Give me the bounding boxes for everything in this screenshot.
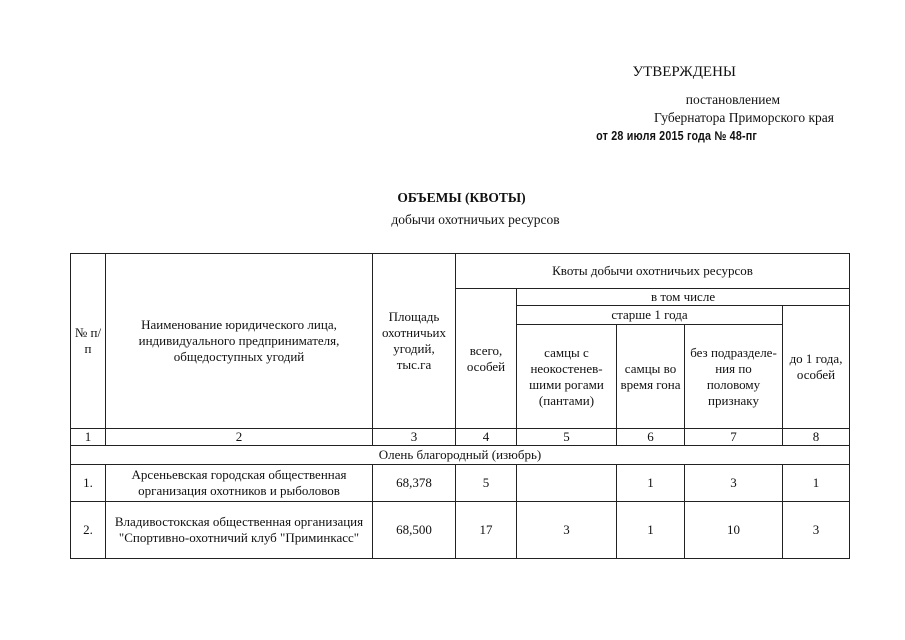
row-name: Владивостокская общественная организация "Спортивно-охотничий клуб "Приминкасс" xyxy=(106,502,373,559)
column-number: 8 xyxy=(783,429,850,446)
header-under1: до 1 года, особей xyxy=(783,306,850,429)
column-number: 5 xyxy=(517,429,617,446)
row-under1: 3 xyxy=(783,502,850,559)
row-total: 5 xyxy=(456,465,517,502)
row-under1: 1 xyxy=(783,465,850,502)
column-number: 2 xyxy=(106,429,373,446)
row-males-rut: 1 xyxy=(617,502,685,559)
approval-line-2: Губернатора Приморского края xyxy=(654,110,834,125)
column-number: 3 xyxy=(373,429,456,446)
quota-table xyxy=(70,253,850,559)
header-num: № п/п xyxy=(71,254,106,429)
row-males-rut: 1 xyxy=(617,465,685,502)
header-males-antlers: самцы с неокостенев-шими рогами (пантами) xyxy=(517,325,617,429)
row-area: 68,500 xyxy=(373,502,456,559)
row-num: 1. xyxy=(71,465,106,502)
row-males-antlers: 3 xyxy=(517,502,617,559)
row-males-antlers xyxy=(517,465,617,502)
header-older: старше 1 года xyxy=(517,306,783,325)
section-heading: Олень благородный (изюбрь) xyxy=(71,446,850,465)
row-num: 2. xyxy=(71,502,106,559)
document-title: ОБЪЕМЫ (КВОТЫ) xyxy=(397,190,526,205)
column-number: 1 xyxy=(71,429,106,446)
document-subtitle: добычи охотничьих ресурсов xyxy=(391,212,560,227)
header-area: Площадь охотничьих угодий, тыс.га xyxy=(373,254,456,429)
approval-heading: УТВЕРЖДЕНЫ xyxy=(632,64,736,80)
row-no-sex: 10 xyxy=(685,502,783,559)
approval-date-stamp: от 28 июля 2015 года № 48-пг xyxy=(596,129,757,143)
header-no-sex: без подразделе-ния по половому признаку xyxy=(685,325,783,429)
header-name: Наименование юридического лица, индивидуального предпринимателя, общедоступных угодий xyxy=(106,254,373,429)
row-name: Арсеньевская городская общественная организация охотников и рыболовов xyxy=(106,465,373,502)
table-row xyxy=(71,502,850,559)
header-total: всего, особей xyxy=(456,289,517,429)
approval-line-1: постановлением xyxy=(685,92,780,107)
column-number: 7 xyxy=(685,429,783,446)
column-number: 6 xyxy=(617,429,685,446)
row-total: 17 xyxy=(456,502,517,559)
row-no-sex: 3 xyxy=(685,465,783,502)
header-males-rut: самцы во время гона xyxy=(617,325,685,429)
row-area: 68,378 xyxy=(373,465,456,502)
header-including: в том числе xyxy=(517,289,850,306)
header-quota-group: Квоты добычи охотничьих ресурсов xyxy=(456,254,850,289)
column-number: 4 xyxy=(456,429,517,446)
table-row xyxy=(71,465,850,502)
